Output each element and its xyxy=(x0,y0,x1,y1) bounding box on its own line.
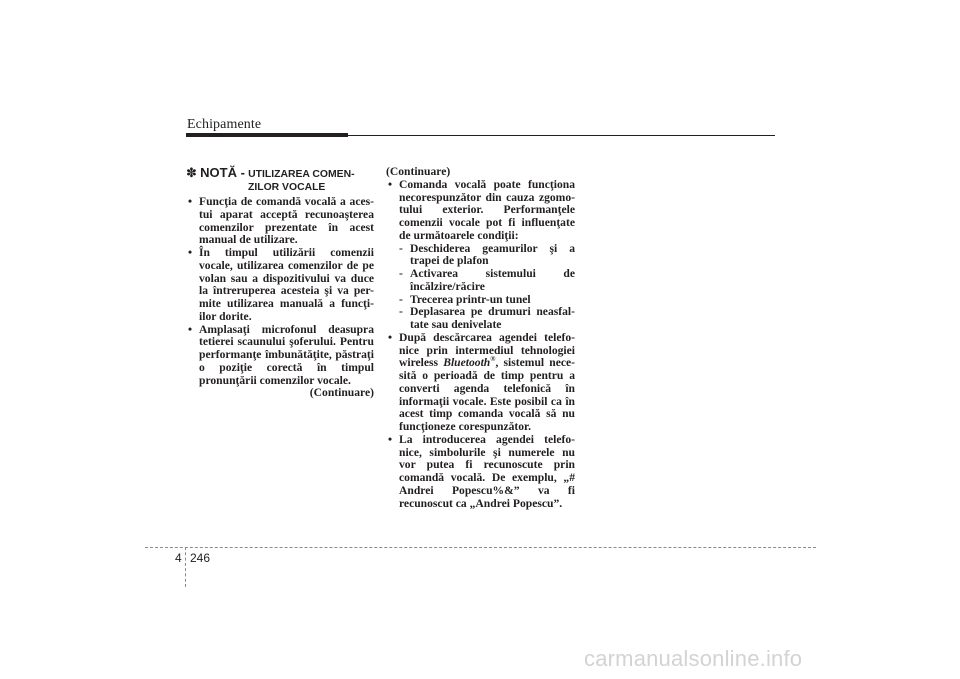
left-column xyxy=(186,166,374,400)
condition-item: - Activarea sistemului de încălzire/răcire xyxy=(399,268,575,294)
list-item xyxy=(386,332,575,434)
list-item: • Amplasaţi microfonul deasupra tetierei scaunului şoferului. Pentru performanţe îmbunătăţite, păstraţi o poziţie corectă în timpul pronunţării comenzilor vocale. xyxy=(186,324,374,388)
right-column xyxy=(386,166,575,510)
note-label: NOTĂ - xyxy=(200,165,245,180)
watermark: carmanualsonline.info xyxy=(584,646,803,671)
condition-item: - Deschiderea geamurilor şi a trapei de plafon xyxy=(399,243,575,269)
note-bullet-list xyxy=(186,196,374,387)
registered-mark: ® xyxy=(490,355,496,364)
footer-vertical-rule xyxy=(185,547,186,587)
condition-item: - Trecerea printr-un tunel xyxy=(399,294,575,307)
note-heading xyxy=(186,166,374,194)
chapter-number: 4 xyxy=(175,551,182,565)
condition-item: - Deplasarea pe drumuri neasfal-tate sau denivelate xyxy=(399,306,575,332)
note-bullet-list xyxy=(386,179,575,511)
section-title: Echipamente xyxy=(187,117,262,132)
note-title-line2: ZILOR VOCALE xyxy=(248,182,326,193)
list-item-text: , sistemul nece-sită o perioadă de timp pentru a converti agenda telefonică în informaţii vocale. Este posibil ca în acest timp comanda vocală să nu funcţioneze corespunzător. xyxy=(399,356,575,433)
continued-label: (Continuare) xyxy=(386,165,451,178)
bluetooth-term: Bluetooth xyxy=(443,356,491,370)
header-rule xyxy=(186,135,775,136)
list-item-text: După descărcarea agendei telefo-nice prin intermediul tehnologiei wireless xyxy=(399,330,575,370)
list-item xyxy=(386,179,575,332)
list-item-text: Comanda vocală poate funcţiona necorespunzător din cauza zgomo-tului exterior. Performanţele comenzii vocale pot fi influenţate de următoarele condiţii: xyxy=(399,177,575,242)
page-number: 246 xyxy=(190,551,211,565)
list-item: • La introducerea agendei telefo-nice, simbolurile şi numerele nu vor putea fi recunoscute prin comandă vocală. De exemplu, „# Andrei Popescu%&” va fi recunoscut ca „Andrei Popescu”. xyxy=(386,434,575,511)
list-item: • În timpul utilizării comenzii vocale, utilizarea comenzilor de pe volan sau a dispozitivului va duce la întreruperea acesteia şi va per-mite utilizarea manuală a funcţi-ilor dorite. xyxy=(186,247,374,324)
continued-label: (Continuare) xyxy=(309,386,374,400)
note-title-line1: UTILIZAREA COMEN- xyxy=(248,169,355,180)
footer-dashed-rule xyxy=(145,547,816,548)
note-star-icon: ✽ xyxy=(186,165,197,180)
list-item: • Funcţia de comandă vocală a aces-tui aparat acceptă recunoaşterea comenzilor prezentate în acest manual de utilizare. xyxy=(186,196,374,247)
condition-list xyxy=(399,243,575,332)
